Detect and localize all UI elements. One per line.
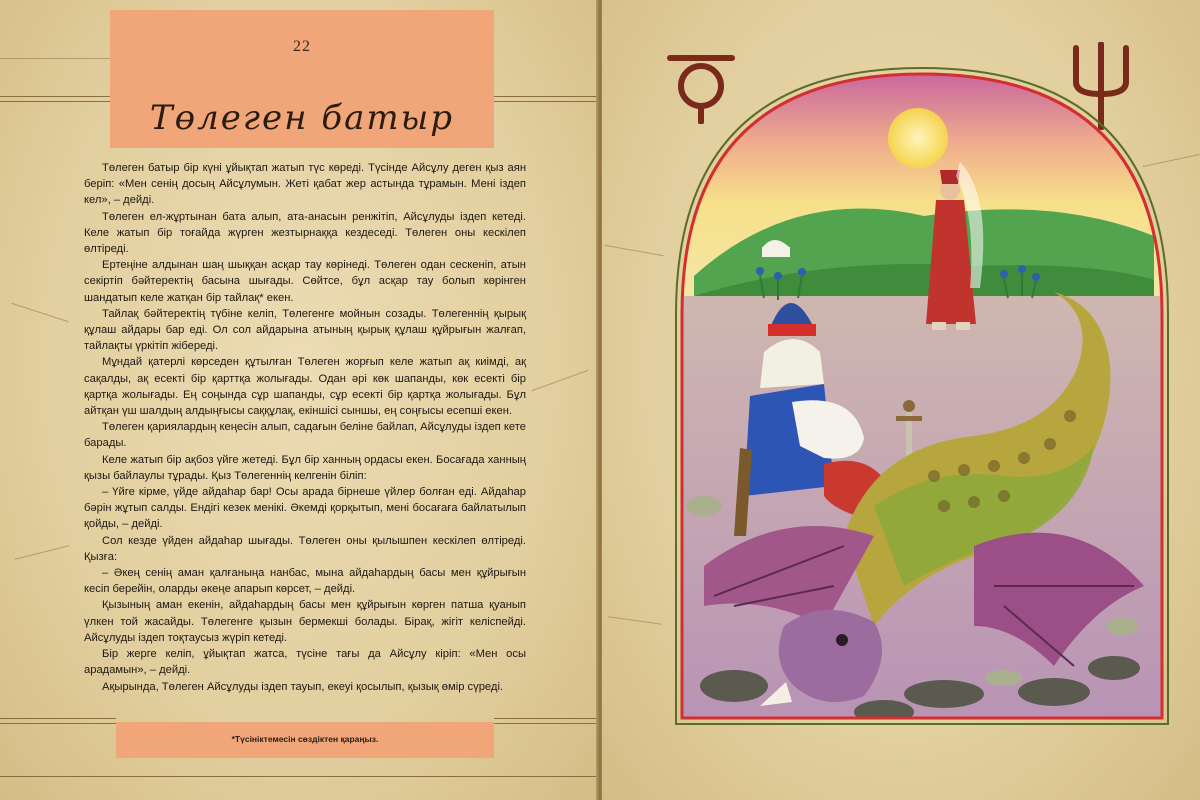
paragraph: Келе жатып бір ақбоз үйге жетеді. Бұл бір ханның ордасы екен. Босағада ханның қызы байлаулы тұрады. Қыз Төлегеннің келгенін біліп: — [84, 453, 526, 482]
paragraph: – Әкең сенің аман қалғаныңа нанбас, мына айдаһардың басы мен құйрығын кесіп берейін, оларды әкеңе апарып көрсет, – дейді. — [84, 567, 526, 596]
header-rule-left — [0, 96, 110, 97]
paragraph: – Үйге кірме, үйде айдаһар бар! Осы арада бірнеше үйлер болған еді. Айдаһар бәрін жұтып салды. Ендігі кезек менікі. Әкемді қорқытып, мені босағаға байлатылып қойды, – дейді. — [84, 486, 526, 531]
footnote-band — [116, 722, 494, 758]
header-rule-right — [494, 96, 598, 97]
footer-rule-right — [494, 718, 598, 719]
page-title: Төлеген батыр — [149, 98, 455, 138]
paragraph: Тайлақ бәйтеректің түбіне келіп, Төлегенге мойнын созады. Төлегеннің қырық құлаш айдары бар еді. Ол сол айдарына атының қырық құлаш құйрығын жалғап, тайлақты үркітіп жібереді. — [84, 307, 526, 353]
paragraph: Төлеген қариялардың кеңесін алып, садағын беліне байлап, Айсұлуды іздеп кете барады. — [84, 421, 526, 450]
paragraph: Қызының аман екенін, айдаһардың басы мен құйрығын көрген патша қуанып үлкен той жасайды. Төлегенге қызын бермекші болады. Бірақ, жігіт келіспейді. Айсұлуды іздеп тоқтаусыз жүріп кетеді. — [84, 599, 526, 644]
paragraph: Мұндай қатерлі көрседен құтылған Төлеген жорғып келе жатып ақ киімді, ақ сақалды, ақ есекті бір қарттқа жолығады. Одан әрі көк шапанды, көк есекті бір қартқа жолығады. Ең соңында сұр шапанды, сұр есекті бір қартқа жолығады. Бұл айтқан үш шалдың алдыңғысы саққұлақ, екіншісі сыншы, ең соңғысы есепші екен. — [84, 356, 526, 418]
paper-crack — [608, 616, 662, 625]
paragraph: Сол кезде үйден айдаһар шығады. Төлеген оны қылышпен кескілеп өлтіреді. Қызға: — [84, 534, 526, 563]
header-rule-left — [0, 101, 110, 102]
paragraph: Төлеген ел-жұртынан бата алып, ата-анасын ренжітіп, Айсұлуды іздеп кетеді. Келе жатып бір тоғайда жүрген жезтырнаққа кездеседі. Төлеген оны кескілеп өлтіреді. — [84, 210, 526, 256]
right-page — [602, 0, 1200, 800]
story-text — [84, 160, 526, 695]
left-page — [0, 0, 598, 800]
paper-crack — [604, 245, 663, 256]
paragraph: Бір жерге келіп, ұйықтап жатса, түсіне тағы да Айсұлу кіріп: «Мен осы арадамын», – дейді. — [84, 648, 526, 677]
page-number: 22 — [293, 38, 311, 55]
paragraph: Ертеңіне алдынан шаң шыққан асқар тау көрінеді. Төлеген одан сескеніп, атын секіртіп бәйтеректің басына шығады. Сөйтсе, бұл асқар тау болып көрінген шандатып келе жатқан бір тайлақ* екен. — [84, 259, 526, 304]
footer-rule-right — [494, 723, 598, 724]
footnote: *Түсініктемесін сөздіктен қараңыз. — [231, 734, 379, 744]
bottom-rule — [0, 776, 598, 777]
paragraph: Ақырында, Төлеген Айсұлуды іздеп тауып, екеуі қосылып, қызық өмір сүреді. — [102, 680, 504, 693]
dragon-and-batyr-illustration — [674, 66, 1170, 726]
header-rule-right — [494, 101, 598, 102]
header-band — [110, 10, 494, 148]
footer-rule-left — [0, 718, 116, 719]
paper-crack — [15, 545, 70, 560]
footer-rule-left — [0, 723, 116, 724]
paper-crack — [11, 303, 68, 322]
paper-crack — [0, 58, 110, 59]
paragraph: Төлеген батыр бір күні ұйықтап жатып түс көреді. Түсінде Айсұлу деген қыз аян беріп: «Мен сенің досың Айсұлумын. Жеті қабат жер астында тұрамын. Мені іздеп кел», – дейді. — [84, 162, 526, 207]
paper-crack — [532, 370, 589, 391]
